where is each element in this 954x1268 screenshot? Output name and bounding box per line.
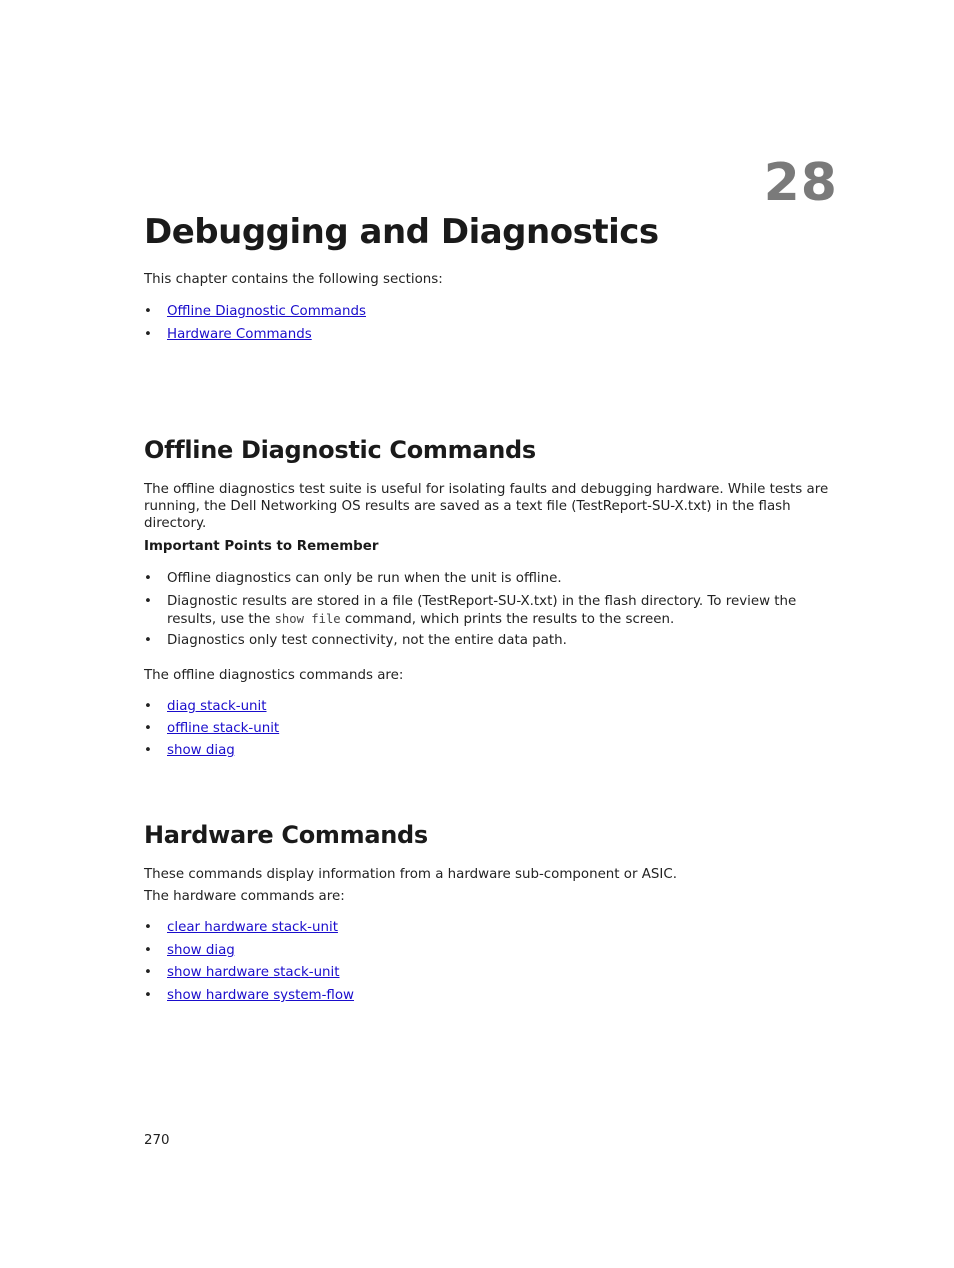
toc-item [144,304,839,321]
point-text-after: command, which prints the results to the screen. [340,611,675,627]
bullet-icon: • [144,699,152,714]
list-item [144,699,839,716]
bullet-icon: • [144,743,152,758]
point-text: Offline diagnostics can only be run when the unit is offline. [167,571,562,586]
bullet-icon: • [144,965,152,980]
bullet-icon: • [144,988,152,1003]
chapter-number: 28 [763,153,838,213]
offline-paragraph: The offline diagnostics test suite is useful for isolating faults and debugging hardware. While tests are running, the Dell Networking OS results are saved as a text file (TestReport-SU-X.txt) in the flash directory. [144,482,829,531]
point-text-before: Diagnostic results are stored in a file (TestReport-SU-X.txt) in the flash directory. To review the results, use the [167,594,797,627]
link-diag-stack-unit[interactable]: diag stack-unit [167,699,267,714]
link-show-hardware-stack-unit[interactable]: show hardware stack-unit [167,965,340,980]
bullet-icon: • [144,571,152,586]
important-points-label: Important Points to Remember [144,539,379,554]
toc-link-offline-diagnostic-commands[interactable]: Offline Diagnostic Commands [167,304,366,319]
list-item [144,943,839,960]
section-title-offline: Offline Diagnostic Commands [144,436,536,464]
inline-code: show file [274,611,341,626]
list-item [144,965,839,982]
chapter-title: Debugging and Diagnostics [144,212,659,252]
list-item [144,920,839,937]
list-item [144,721,839,738]
hardware-paragraph: These commands display information from a hardware sub-component or ASIC. [144,867,677,882]
offline-commands-intro: The offline diagnostics commands are: [144,668,404,683]
list-item [144,594,839,628]
point-text [167,594,839,628]
bullet-icon: • [144,721,152,736]
point-text: Diagnostics only test connectivity, not the entire data path. [167,633,567,648]
bullet-icon: • [144,304,152,319]
list-item [144,743,839,760]
link-show-hardware-system-flow[interactable]: show hardware system-flow [167,988,355,1003]
bullet-icon: • [144,594,152,609]
page-number: 270 [144,1133,170,1148]
toc-link-hardware-commands[interactable]: Hardware Commands [167,327,312,342]
list-item [144,633,839,650]
link-show-diag[interactable]: show diag [167,743,235,758]
hardware-commands-intro: The hardware commands are: [144,889,345,904]
toc-item [144,327,839,344]
section-title-hardware: Hardware Commands [144,821,428,849]
list-item [144,571,839,588]
link-clear-hardware-stack-unit[interactable]: clear hardware stack-unit [167,920,338,935]
bullet-icon: • [144,920,152,935]
link-offline-stack-unit[interactable]: offline stack-unit [167,721,280,736]
list-item [144,988,839,1005]
bullet-icon: • [144,943,152,958]
chapter-intro: This chapter contains the following sections: [144,272,443,287]
bullet-icon: • [144,633,152,648]
link-show-diag-hardware[interactable]: show diag [167,943,235,958]
bullet-icon: • [144,327,152,342]
